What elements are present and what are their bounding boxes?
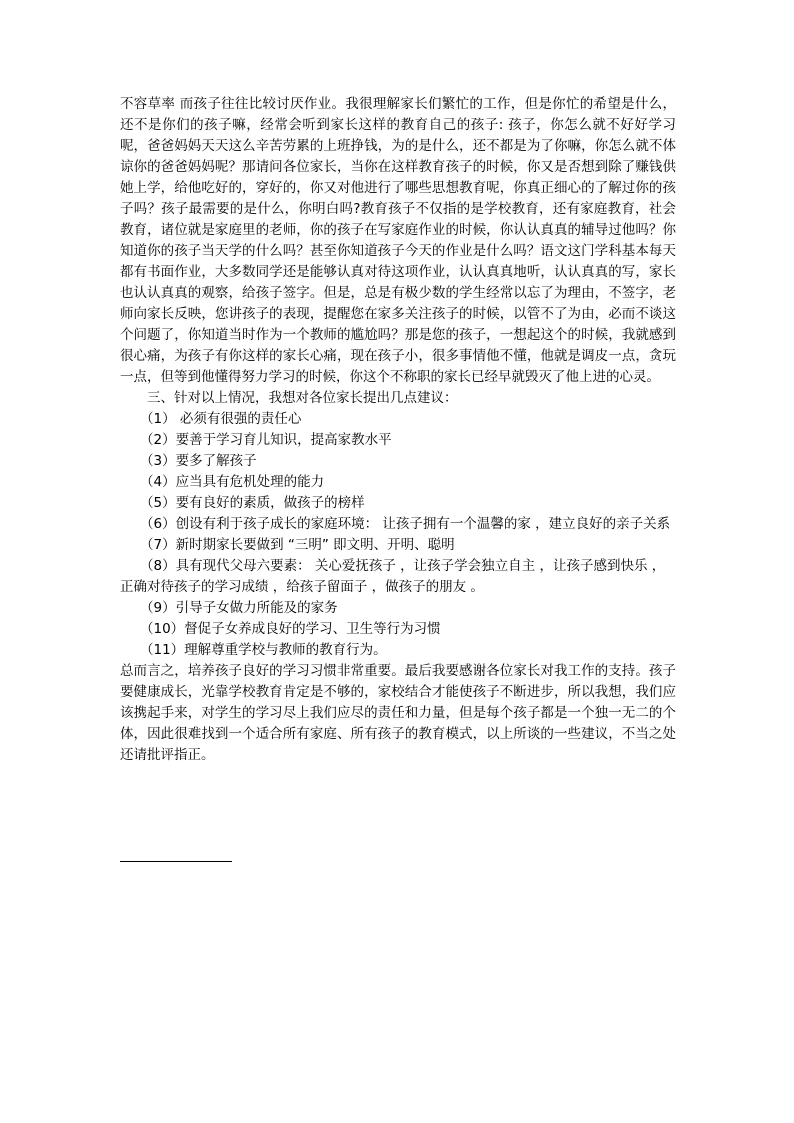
suggestion-item-4: （4）应当具有危机处理的能力: [140, 474, 325, 490]
suggestion-item-3: （3）要多了解孩子: [140, 453, 257, 469]
suggestion-item-11: （11）理解尊重学校与教师的教育行为。: [140, 642, 387, 658]
suggestion-item-7: （7）新时期家长要做到 “三明” 即文明、开明、聪明: [140, 537, 455, 553]
section-heading: 三、针对以上情况，我想对各位家长提出几点建议：: [147, 390, 458, 406]
suggestion-item-9: （9）引导子女做力所能及的家务: [140, 600, 338, 616]
conclusion-paragraph: 总而言之，培养孩子良好的学习习惯非常重要。最后我要感谢各位家长对我工作的支持。孩子要健康成长，光靠学校教育肯定是不够的，家校结合才能使孩子不断进步，所以我想，我们应该携起手来，对学生的学习尽上我们应尽的责任和力量，但是每个孩子都是一个独一无二的个体，因此很难找到一个适合所有家庭、所有孩子的教育模式，以上所谈的一些建议，不当之处还请批评指正。: [120, 663, 676, 763]
suggestion-item-8: （8）具有现代父母六要素： 关心爱抚孩子 ，让孩子学会独立自主 ，让孩子感到快乐 ，正确对待孩子的学习成绩 ，给孩子留面子 ，做孩子的朋友 。: [120, 558, 666, 595]
suggestion-item-1: （1） 必须有很强的责任心: [140, 411, 302, 427]
body-paragraph: 不容草率 而孩子往往比较讨厌作业。我很理解家长们繁忙的工作，但是你忙的希望是什么，还不是你们的孩子嘛，经常会听到家长这样的教育自己的孩子: 孩子，你怎么就不好好学习呢，爸爸妈妈天天这么辛苦劳累的上班挣钱，为的是什么，还不都是为了你嘛，你怎么就不体谅你的爸爸妈妈呢？那请问各位家长，当你在这样教育孩子的时候，你又是否想到除了赚钱供她上学，给他吃好的，穿好的，你又对他进行了哪些思想教育呢，你真正细心的了解过你的孩子吗？孩子最需要的是什么，你明白吗?教育孩子不仅指的是学校教育，还有家庭教育，社会教育，诸位就是家庭里的老师，你的孩子在写家庭作业的时候，你认认真真的辅导过他吗？你知道你的孩子当天学的什么吗？甚至你知道孩子今天的作业是什么吗？语文这门学科基本每天都有书面作业，大多数同学还是能够认真对待这项作业，认认真真地听，认认真真的写，家长也认认真真的观察，给孩子签字。但是，总是有极少数的学生经常以忘了为理由，不签字，老师向家长反映，您讲孩子的表现，提醒您在家多关注孩子的时候，以管不了为由，必而不谈这个问题了，你知道当时作为一个教师的尴尬吗？那是您的孩子，一想起这个的时候，我就感到很心痛，为孩子有你这样的家长心痛，现在孩子小，很多事情他不懂，他就是调皮一点，贪玩一点，但等到他懂得努力学习的时候，你这个不称职的家长已经早就毁灭了他上进的心灵。: [120, 96, 676, 385]
suggestion-item-5: （5）要有良好的素质，做孩子的榜样: [140, 495, 365, 511]
suggestion-item-10: （10）督促子女养成良好的学习、卫生等行为习惯: [140, 621, 441, 637]
suggestion-item-6: （6）创设有利于孩子成长的家庭环境： 让孩子拥有一个温馨的家 ，建立良好的亲子关系: [140, 516, 671, 532]
suggestion-list: [120, 409, 676, 661]
suggestion-item-2: （2）要善于学习育儿知识，提高家教水平: [140, 432, 392, 448]
footnote-separator: [120, 861, 232, 862]
document-body: [120, 94, 676, 766]
